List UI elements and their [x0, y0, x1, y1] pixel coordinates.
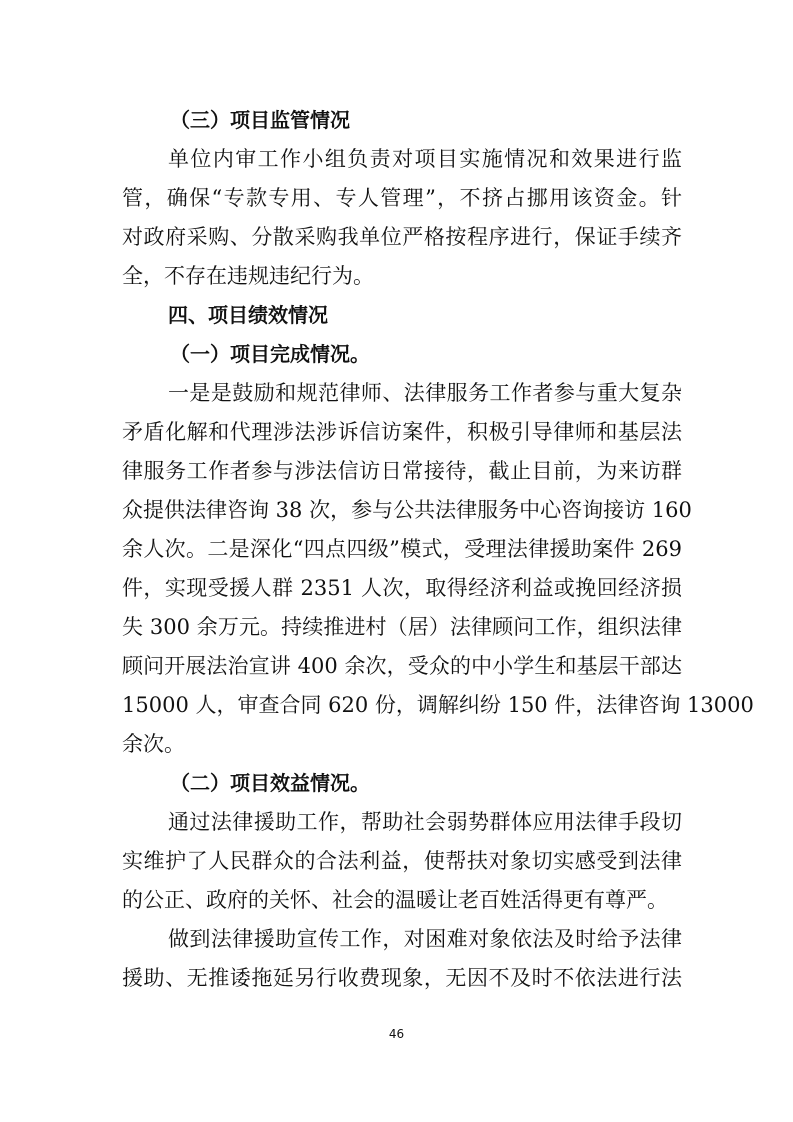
subsection-heading-completion: （一）项目完成情况。: [170, 342, 370, 366]
paragraph-line: 失 300 余万元。持续推进村（居）法律顾问工作，组织法律: [122, 615, 682, 639]
paragraph-line: 做到法律援助宣传工作，对困难对象依法及时给予法律: [168, 927, 682, 951]
paragraph-line: 对政府采购、分散采购我单位严格按程序进行，保证手续齐: [122, 225, 682, 249]
paragraph-line: 实维护了人民群众的合法利益，使帮扶对象切实感受到法律: [122, 849, 682, 873]
paragraph-line: 一是是鼓励和规范律师、法律服务工作者参与重大复杂: [168, 381, 682, 405]
paragraph-line: 全，不存在违规违纪行为。: [122, 264, 374, 288]
page-number: 46: [388, 1027, 405, 1041]
paragraph-line: 顾问开展法治宣讲 400 余次，受众的中小学生和基层干部达: [122, 654, 682, 678]
paragraph-line: 众提供法律咨询 38 次，参与公共法律服务中心咨询接访 160: [122, 498, 692, 522]
paragraph-line: 通过法律援助工作，帮助社会弱势群体应用法律手段切: [168, 810, 682, 834]
section-heading-supervision: （三）项目监管情况: [170, 108, 350, 132]
paragraph-line: 余次。: [122, 732, 185, 756]
paragraph-line: 的公正、政府的关怀、社会的温暖让老百姓活得更有尊严。: [122, 888, 668, 912]
paragraph-line: 件，实现受援人群 2351 人次，取得经济利益或挽回经济损: [122, 576, 682, 600]
paragraph-line: 单位内审工作小组负责对项目实施情况和效果进行监: [168, 147, 682, 171]
paragraph-line: 律服务工作者参与涉法信访日常接待，截止目前，为来访群: [122, 459, 682, 483]
paragraph-line: 余人次。二是深化“四点四级”模式，受理法律援助案件 269: [122, 537, 682, 561]
subsection-heading-benefit: （二）项目效益情况。: [170, 771, 370, 795]
paragraph-line: 矛盾化解和代理涉法涉诉信访案件，积极引导律师和基层法: [122, 420, 682, 444]
paragraph-line: 援助、无推诿拖延另行收费现象，无因不及时不依法进行法: [122, 966, 682, 990]
section-heading-performance: 四、项目绩效情况: [168, 303, 328, 327]
paragraph-line: 15000 人，审查合同 620 份，调解纠纷 150 件，法律咨询 13000: [122, 693, 754, 717]
paragraph-line: 管，确保“专款专用、专人管理”，不挤占挪用该资金。针: [122, 186, 682, 210]
